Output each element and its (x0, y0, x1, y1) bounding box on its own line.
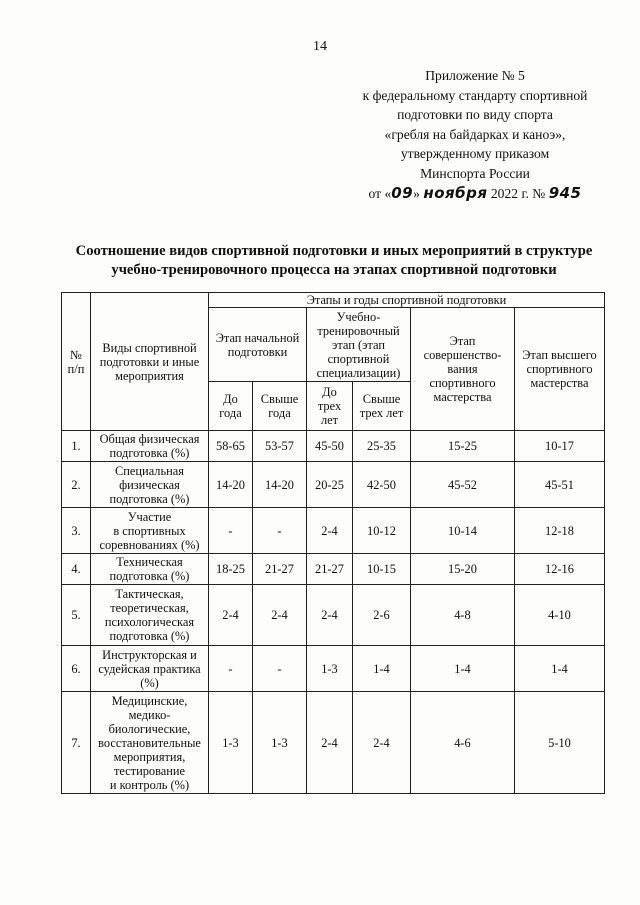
row-value: 10-17 (515, 431, 605, 462)
handwritten-day: 09 (391, 183, 414, 202)
appendix-line-2: к федеральному стандарту спортивной (362, 87, 588, 103)
row-value: 45-51 (515, 462, 605, 508)
row-value: - (209, 646, 253, 692)
table-row (62, 554, 605, 585)
row-value: 58-65 (209, 431, 253, 462)
row-value: 45-52 (411, 462, 515, 508)
table-row (62, 508, 605, 554)
row-name: Участие в спортивных соревнованиях (%) (91, 508, 209, 554)
row-value: 1-4 (515, 646, 605, 692)
row-value: 2-4 (353, 692, 411, 794)
row-value: 18-25 (209, 554, 253, 585)
row-value: - (253, 646, 307, 692)
row-num: 1. (62, 431, 91, 462)
row-value: 2-4 (307, 508, 353, 554)
header-stage-initial: Этап начальной подготовки (209, 308, 307, 382)
date-mid: » (413, 185, 424, 201)
row-value: - (253, 508, 307, 554)
row-value: 4-6 (411, 692, 515, 794)
row-value: 14-20 (253, 462, 307, 508)
row-value: 2-4 (209, 585, 253, 646)
row-value: 10-15 (353, 554, 411, 585)
row-value: 1-3 (253, 692, 307, 794)
header-stage-training: Учебно- тренировочный этап (этап спортивной специализации) (307, 308, 411, 382)
row-name: Техническая подготовка (%) (91, 554, 209, 585)
row-value: 21-27 (253, 554, 307, 585)
row-value: - (209, 508, 253, 554)
row-value: 45-50 (307, 431, 353, 462)
row-value: 12-16 (515, 554, 605, 585)
row-num: 3. (62, 508, 91, 554)
date-prefix: от « (368, 185, 392, 201)
row-value: 1-3 (209, 692, 253, 794)
row-num: 6. (62, 646, 91, 692)
appendix-block (330, 66, 620, 203)
row-name: Специальная физическая подготовка (%) (91, 462, 209, 508)
row-value: 12-18 (515, 508, 605, 554)
row-value: 15-25 (411, 431, 515, 462)
table-row (62, 462, 605, 508)
header-stages-title: Этапы и годы спортивной подготовки (209, 293, 605, 308)
row-num: 2. (62, 462, 91, 508)
row-value: 1-4 (411, 646, 515, 692)
ratio-table (61, 292, 605, 794)
row-value: 2-4 (253, 585, 307, 646)
table-row (62, 431, 605, 462)
row-value: 42-50 (353, 462, 411, 508)
header-sub-up-to-year: До года (209, 382, 253, 431)
row-value: 15-20 (411, 554, 515, 585)
appendix-line-3: подготовки по виду спорта (397, 107, 553, 123)
appendix-line-5: утвержденному приказом (400, 146, 550, 162)
row-name: Общая физическая подготовка (%) (91, 431, 209, 462)
row-value: 2-4 (307, 585, 353, 646)
handwritten-order-number: 945 (548, 183, 582, 202)
row-num: 7. (62, 692, 91, 794)
row-value: 2-4 (307, 692, 353, 794)
row-value: 4-8 (411, 585, 515, 646)
row-value: 4-10 (515, 585, 605, 646)
appendix-line-1: Приложение № 5 (425, 68, 525, 83)
document-title: Соотношение видов спортивной подготовки и иных мероприятий в структуре учебно-тренировочного процесса на этапах спортивной подготовки (75, 243, 593, 278)
date-year: 2022 г. № (487, 185, 549, 201)
header-num: № п/п (62, 293, 91, 431)
row-value: 25-35 (353, 431, 411, 462)
row-name: Инструкторская и судейская практика (%) (91, 646, 209, 692)
row-name: Медицинские, медико- биологические, восстановительные мероприятия, тестирование и контроль (%) (91, 692, 209, 794)
header-kind: Виды спортивной подготовки и иные мероприятия (91, 293, 209, 431)
appendix-date-line (330, 184, 620, 204)
appendix-line-6: Минспорта России (420, 165, 530, 181)
row-value: 2-6 (353, 585, 411, 646)
header-stage-highest: Этап высшего спортивного мастерства (515, 308, 605, 431)
row-num: 4. (62, 554, 91, 585)
table-row (62, 585, 605, 646)
header-sub-up-to-three: До трех лет (307, 382, 353, 431)
row-value: 1-4 (353, 646, 411, 692)
row-value: 10-14 (411, 508, 515, 554)
row-name: Тактическая, теоретическая, психологическая подготовка (%) (91, 585, 209, 646)
row-value: 53-57 (253, 431, 307, 462)
row-value: 10-12 (353, 508, 411, 554)
header-sub-over-three: Свыше трех лет (353, 382, 411, 431)
row-value: 5-10 (515, 692, 605, 794)
appendix-line-4: «гребля на байдарках и каноэ», (384, 126, 566, 142)
row-value: 14-20 (209, 462, 253, 508)
header-stage-improvement: Этап совершенство- вания спортивного мастерства (411, 308, 515, 431)
row-value: 20-25 (307, 462, 353, 508)
row-value: 21-27 (307, 554, 353, 585)
row-num: 5. (62, 585, 91, 646)
row-value: 1-3 (307, 646, 353, 692)
table-row (62, 692, 605, 794)
handwritten-month: ноября (423, 183, 488, 202)
table-row (62, 646, 605, 692)
page-number: 14 (313, 39, 327, 54)
header-sub-over-year: Свыше года (253, 382, 307, 431)
